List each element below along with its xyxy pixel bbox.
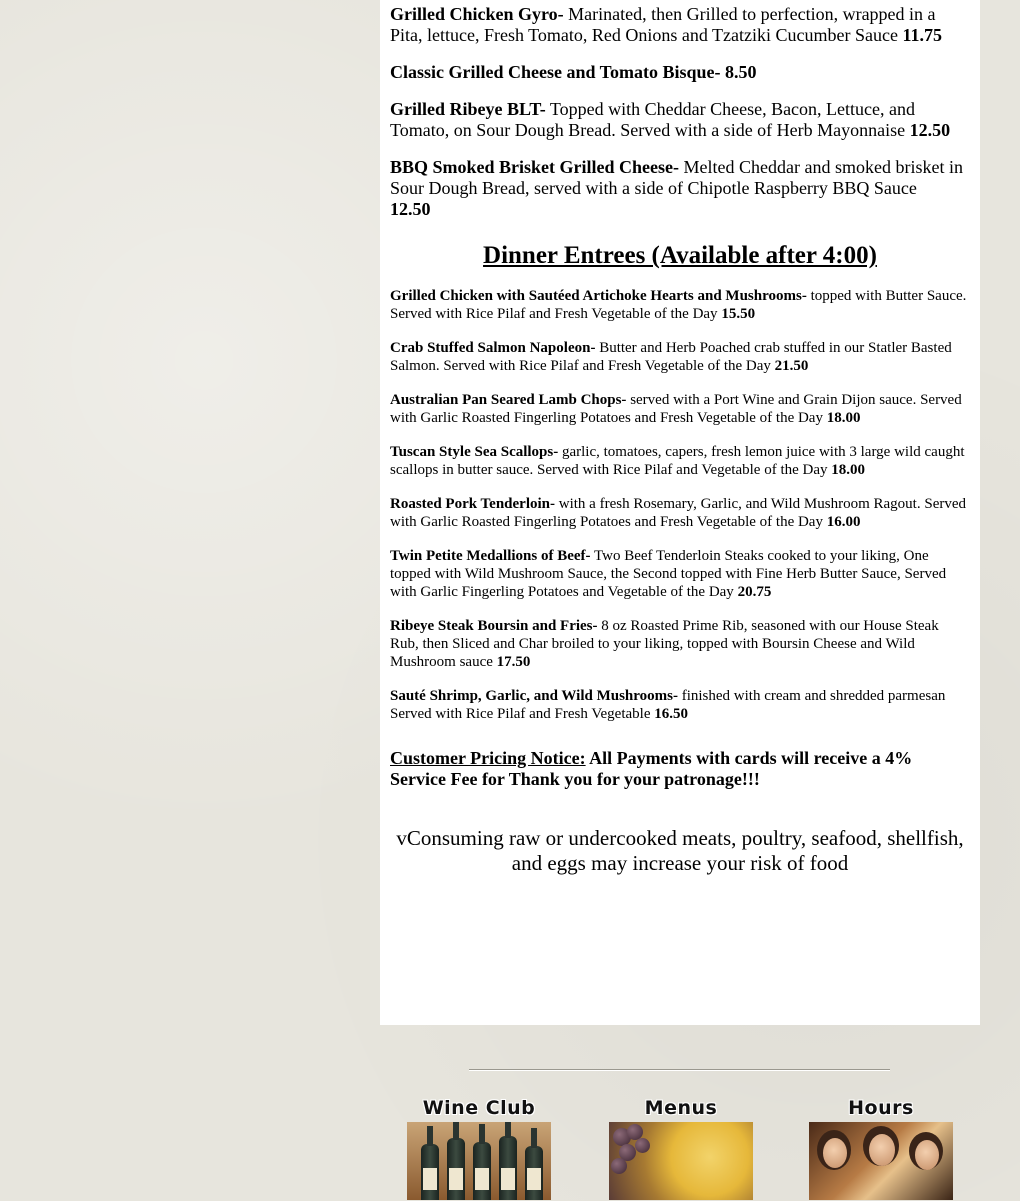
- entree-item: [390, 339, 970, 375]
- menu-content-panel: [380, 0, 980, 1025]
- consumption-warning: vConsuming raw or undercooked meats, poultry, seafood, shellfish, and eggs may increase your risk of food: [396, 826, 964, 875]
- divider-rule: [469, 1069, 890, 1071]
- item-name: Roasted Pork Tenderloin-: [390, 496, 556, 512]
- people-drinking-image[interactable]: [809, 1122, 953, 1200]
- item-name: Australian Pan Seared Lamb Chops-: [390, 392, 627, 408]
- menu-item-grilled-cheese-bisque: [390, 62, 970, 83]
- item-price: 11.75: [902, 25, 942, 45]
- item-description: served with a Port Wine and Grain Dijon sauce. Served with Garlic Roasted Fingerling Potatoes and Fresh Vegetable of the Day: [390, 392, 962, 426]
- item-description: with a fresh Rosemary, Garlic, and Wild Mushroom Ragout. Served with Garlic Roasted Fingerling Potatoes and Fresh Vegetable of the Day: [390, 496, 966, 530]
- item-name: Sauté Shrimp, Garlic, and Wild Mushrooms-: [390, 688, 678, 704]
- item-name: Grilled Chicken Gyro-: [390, 4, 564, 24]
- pricing-notice-text: All Payments with cards will receive a 4% Service Fee for Thank you for your patronage!!!: [390, 748, 913, 789]
- item-description: Marinated, then Grilled to perfection, wrapped in a Pita, lettuce, Fresh Tomato, Red Onions and Tzatziki Cucumber Sauce: [390, 4, 936, 45]
- item-price: 12.50: [390, 199, 431, 219]
- item-name: Twin Petite Medallions of Beef-: [390, 548, 591, 564]
- menu-item-grilled-ribeye-blt: [390, 99, 970, 141]
- item-price: 12.50: [909, 120, 951, 140]
- entree-item: [390, 617, 970, 671]
- item-name: Ribeye Steak Boursin and Fries-: [390, 618, 598, 634]
- item-description: 8 oz Roasted Prime Rib, seasoned with our House Steak Rub, then Sliced and Char broiled to your liking, topped with Boursin Cheese and Wild Mushroom sauce: [390, 618, 939, 670]
- nav-tile-hours[interactable]: [809, 1094, 953, 1200]
- item-name: Crab Stuffed Salmon Napoleon-: [390, 340, 596, 356]
- wine-bottles-image[interactable]: [407, 1122, 551, 1200]
- item-description: Melted Cheddar and smoked brisket in Sour Dough Bread, served with a side of Chipotle Raspberry BBQ Sauce: [390, 157, 963, 198]
- item-price: 21.50: [774, 358, 809, 374]
- nav-tile-title[interactable]: Menus: [644, 1097, 718, 1119]
- entree-item: [390, 687, 970, 723]
- item-price: 17.50: [496, 654, 531, 670]
- item-price: 18.00: [831, 462, 866, 478]
- dinner-section-title: Dinner Entrees (Available after 4:00): [483, 242, 877, 269]
- item-price: 18.00: [826, 410, 861, 426]
- nav-tile-wine-club[interactable]: [407, 1094, 551, 1200]
- item-description: Topped with Cheddar Cheese, Bacon, Lettuce, and Tomato, on Sour Dough Bread. Served with a side of Herb Mayonnaise: [390, 99, 916, 140]
- entree-item: [390, 547, 970, 601]
- item-price: 16.50: [654, 706, 688, 722]
- nav-tile-title[interactable]: Wine Club: [422, 1097, 536, 1119]
- entree-item: [390, 287, 970, 323]
- entree-item: [390, 391, 970, 427]
- nav-tile-title[interactable]: Hours: [848, 1097, 914, 1119]
- menu-item-bbq-brisket-grilled-cheese: [390, 157, 970, 220]
- item-name: Grilled Ribeye BLT-: [390, 99, 546, 119]
- nav-tile-menus[interactable]: [609, 1094, 753, 1200]
- entree-item: [390, 495, 970, 531]
- item-description: Butter and Herb Poached crab stuffed in our Statler Basted Salmon. Served with Rice Pilaf and Fresh Vegetable of the Day: [390, 340, 952, 374]
- item-name: Tuscan Style Sea Scallops-: [390, 444, 559, 460]
- pricing-notice-label: Customer Pricing Notice:: [390, 748, 586, 768]
- item-description: Two Beef Tenderloin Steaks cooked to your liking, One topped with Wild Mushroom Sauce, the Second topped with Fine Herb Butter Sauce, Served with Garlic Fingerling Potatoes and Vegetable of the Day: [390, 548, 947, 600]
- pricing-notice: [390, 748, 970, 790]
- cheese-grapes-image[interactable]: [609, 1122, 753, 1200]
- item-description: topped with Butter Sauce. Served with Rice Pilaf and Fresh Vegetable of the Day: [390, 288, 967, 322]
- item-name: BBQ Smoked Brisket Grilled Cheese-: [390, 157, 679, 177]
- item-name: Classic Grilled Cheese and Tomato Bisque- 8.50: [390, 62, 757, 82]
- entree-item: [390, 443, 970, 479]
- menu-item-grilled-chicken-gyro: [390, 4, 970, 46]
- item-price: 20.75: [737, 584, 772, 600]
- item-description: finished with cream and shredded parmesan Served with Rice Pilaf and Fresh Vegetable: [390, 688, 946, 722]
- item-name: Grilled Chicken with Sautéed Artichoke Hearts and Mushrooms-: [390, 288, 807, 304]
- item-price: 16.00: [826, 514, 861, 530]
- item-price: 15.50: [721, 306, 756, 322]
- item-description: garlic, tomatoes, capers, fresh lemon juice with 3 large wild caught scallops in butter sauce. Served with Rice Pilaf and Vegetable of the Day: [390, 444, 965, 478]
